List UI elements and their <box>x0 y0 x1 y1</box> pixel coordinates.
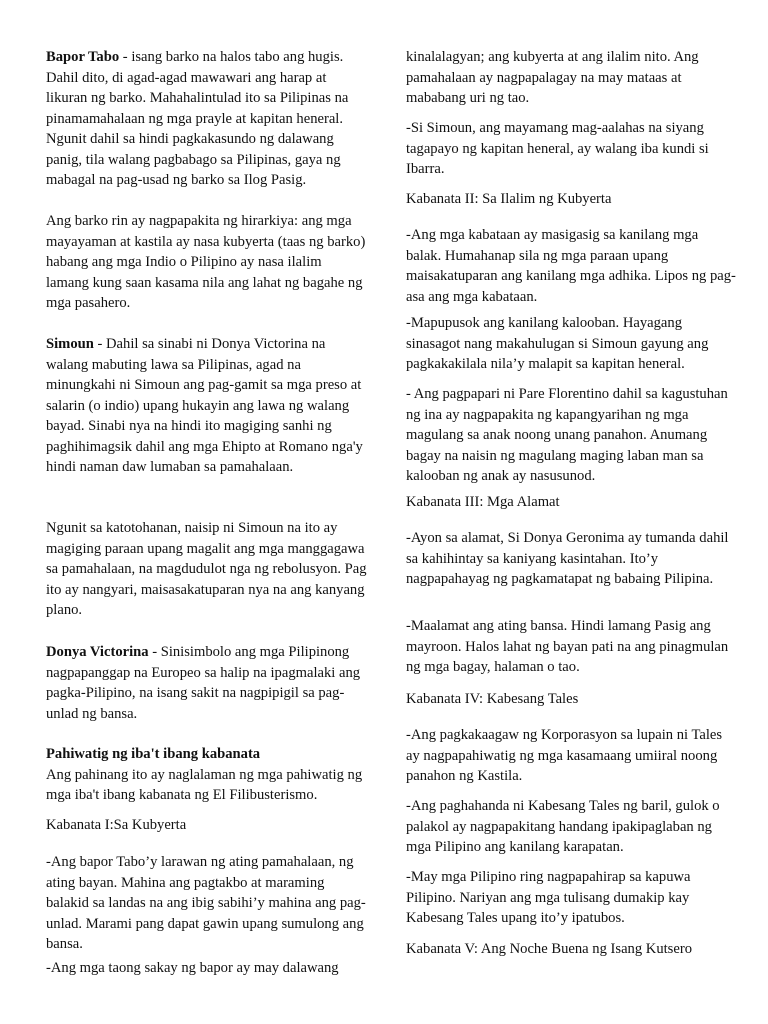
term-donya-victorina: Donya Victorina <box>46 644 149 660</box>
chapter-heading-1: Kabanata I:Sa Kubyerta <box>46 817 187 833</box>
term-simoun: Simoun <box>46 336 94 352</box>
paragraph-ch4-c: -May mga Pilipino ring nagpapahirap sa kapuwa Pilipino. Nariyan ang mga tulisang dumakip kay Kabesang Tales upang ito’y ipatubos. <box>406 869 691 926</box>
text-pahiwatig: Ang pahinang ito ay naglalaman ng mga pahiwatig ng mga iba't ibang kabanata ng El Filibusterismo. <box>46 766 363 803</box>
chapter-heading-5: Kabanata V: Ang Noche Buena ng Isang Kutsero <box>406 941 692 957</box>
text-donya-victorina: - Sinisimbolo ang mga Pilipinong nagpapanggap na Europeo sa halip na ipagmalaki ang pagka-Pilipino, na isang sakit na nagpipigil sa pag-unlad ng bansa. <box>46 644 361 722</box>
paragraph-ch2-b: -Mapupusok ang kanilang kalooban. Hayagang sinasagot nang makahulugan si Simoun gayung ang pagkakakilala nila’y malapit sa kapitan heneral. <box>406 315 709 372</box>
paragraph-ch3-a: -Ayon sa alamat, Si Donya Geronima ay tumanda dahil sa kahihintay sa kaniyang kasintahan. Ito’y nagpapahayag ng pagkamatapat ng babaing Pilipina. <box>406 530 729 587</box>
paragraph-ch2-a: -Ang mga kabataan ay masigasig sa kanilang mga balak. Humahanap sila ng mga paraan upang maisakatuparan ang kanilang mga adhika. Lipos ng pag-asa ang mga kabataan. <box>406 227 736 305</box>
paragraph-pahiwatig <box>46 744 368 806</box>
paragraph-ch3-b: -Maalamat ang ating bansa. Hindi lamang Pasig ang mayroon. Halos lahat ng bayan pati na ang pinagmulan ng mga bagay, halaman o tao. <box>406 618 729 675</box>
paragraph-donya-victorina <box>46 642 368 724</box>
paragraph-bapor-tabo <box>46 47 368 191</box>
chapter-heading-3: Kabanata III: Mga Alamat <box>406 494 560 510</box>
section-heading-pahiwatig: Pahiwatig ng iba't ibang kabanata <box>46 746 261 762</box>
paragraph-katotohanan: Ngunit sa katotohanan, naisip ni Simoun na ito ay magiging paraan upang magalit ang mga manggagawa sa pamahalaan, na magdudulot nga ng rebolusyon. Pag ito ay nangyari, maisasakatuparan nya na ang kanyang plano. <box>46 520 367 618</box>
paragraph-ch1-c: kinalalagyan; ang kubyerta at ang ilalim nito. Ang pamahalaan ay nagpapalagay na may mataas at mababang uri ng tao. <box>406 49 699 106</box>
paragraph-hirarkiya: Ang barko rin ay nagpapakita ng hirarkiya: ang mga mayayaman at kastila ay nasa kubyerta (taas ng barko) habang ang mga Indio o Pilipino ay nasa ilalim lamang kung saan kasama nila ang lahat ng bagahe ng mga pasahero. <box>46 213 366 311</box>
paragraph-ch1-a: -Ang bapor Tabo’y larawan ng ating pamahalaan, ng ating bayan. Mahina ang pagtakbo at maraming balakid sa landas na ang ibig sabihi’y mahina ang pag-unlad. Marami pang dapat gawin upang sumulong ang bansa. <box>46 854 366 952</box>
paragraph-ch1-d: -Si Simoun, ang mayamang mag-aalahas na siyang tagapayo ng kapitan heneral, ay walang iba kundi si Ibarra. <box>406 120 709 177</box>
chapter-heading-2: Kabanata II: Sa Ilalim ng Kubyerta <box>406 191 612 207</box>
text-simoun: - Dahil sa sinabi ni Donya Victorina na walang mabuting lawa sa Pilipinas, agad na minungkahi ni Simoun ang pag-gamit sa mga preso at salarin (o indio) upang hukayin ang lawa ng walang bayad. Sinabi nya na hindi ito magiging sanhi ng paghihimagsik dahil ang mga Ehipto at Romano nga'y hindi naman daw lumaban sa pamahalaan. <box>46 336 363 475</box>
text-bapor-tabo: - isang barko na halos tabo ang hugis. Dahil dito, di agad-agad mawawari ang harap at likuran ng barko. Mahahalintulad ito sa Pilipinas na pinamamahalaan ng mga prayle at kapitan heneral. Ngunit dahil sa hindi pagkakasundo ng dalawang panig, tila walang pagbabago sa Pilipinas, gaya ng mabagal na pag-usad ng barko sa Ilog Pasig. <box>46 49 349 188</box>
chapter-heading-4: Kabanata IV: Kabesang Tales <box>406 691 579 707</box>
term-bapor-tabo: Bapor Tabo <box>46 49 120 65</box>
paragraph-ch2-c: - Ang pagpapari ni Pare Florentino dahil sa kagustuhan ng ina ay nagpapakita ng kapangyarihan ng mga magulang sa anak noong unang panahon. Anumang bagay na naisin ng magulang maging laban man sa kalooban ng anak ay nasusunod. <box>406 386 728 484</box>
paragraph-simoun <box>46 334 368 478</box>
paragraph-ch4-b: -Ang paghahanda ni Kabesang Tales ng baril, gulok o palakol ay nagpapakitang handang ipakipaglaban ng mga Pilipino ang kanilang karapatan. <box>406 798 720 855</box>
paragraph-ch1-b: -Ang mga taong sakay ng bapor ay may dalawang <box>46 960 339 976</box>
paragraph-ch4-a: -Ang pagkakaagaw ng Korporasyon sa lupain ni Tales ay nagpapahiwatig ng mga kasamaang umiiral noong panahon ng Kastila. <box>406 727 723 784</box>
